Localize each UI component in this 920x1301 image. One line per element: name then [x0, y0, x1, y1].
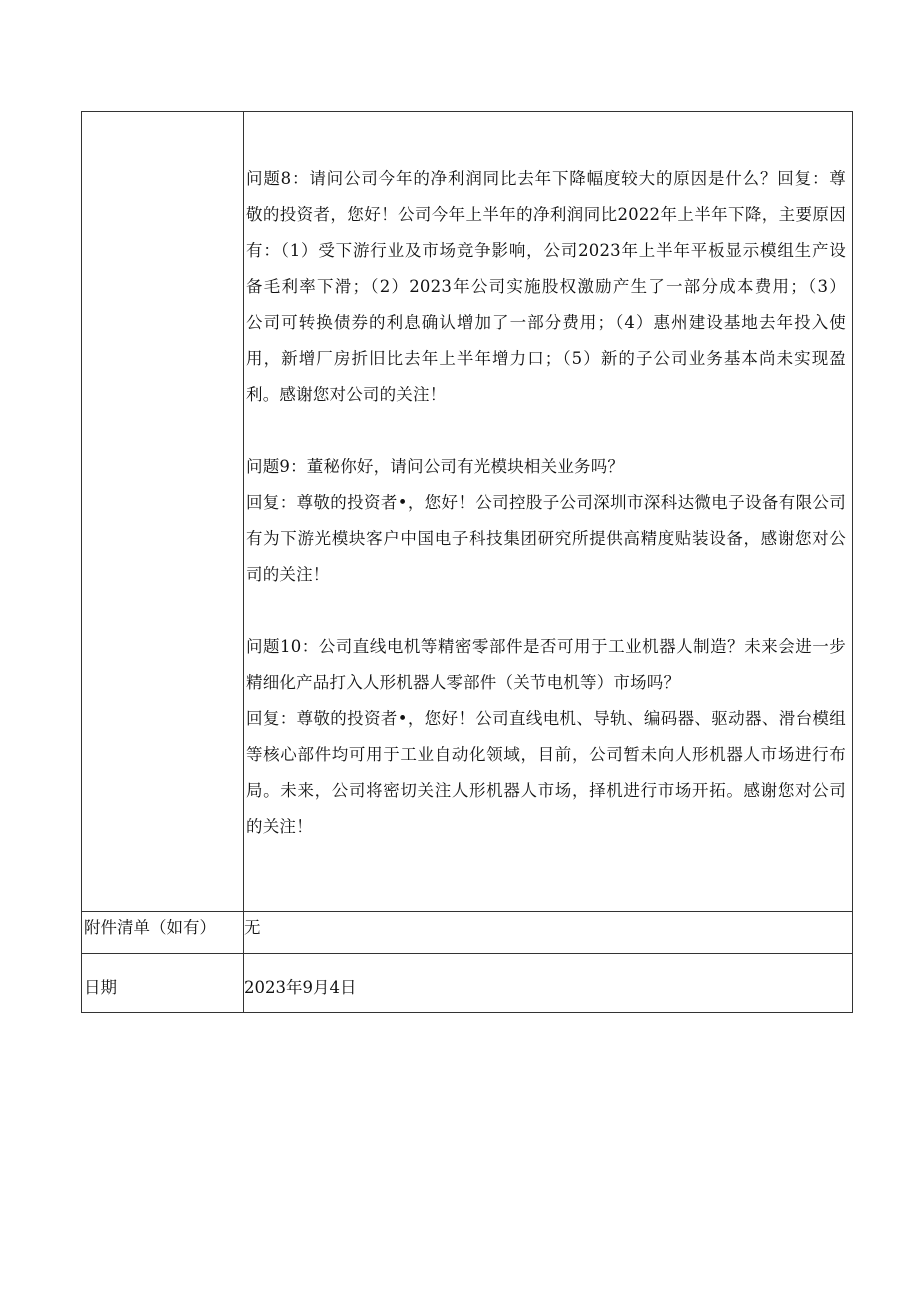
qa-item-8: [246, 161, 846, 413]
date-label: 日期: [84, 978, 117, 997]
text-line: 有为下游光模块客户中国电子科技集团研究所提供高精度贴装设备，感谢您对公: [246, 529, 846, 548]
text-line: 有：（1）受下游行业及市场竞争影响，公司2023年上半年平板显示模组生产设: [246, 241, 846, 260]
qa-item-9: [246, 449, 846, 593]
text-line: 问题10：公司直线电机等精密零部件是否可用于工业机器人制造？未来会进一步: [246, 637, 846, 656]
text-line: 公司可转换债券的利息确认增加了一部分费用；（4）惠州建设基地去年投入使: [246, 313, 846, 332]
text-line: 司的关注！: [246, 565, 330, 584]
attachment-value: 无: [244, 918, 261, 937]
date-row: [82, 953, 852, 1012]
text-line: 问题9：董秘你好，请问公司有光模块相关业务吗？: [246, 457, 625, 476]
record-table: [81, 111, 853, 1013]
text-line: 问题8：请问公司今年的净利润同比去年下降幅度较大的原因是什么？回复：尊: [246, 169, 846, 188]
attachment-row: [82, 911, 852, 953]
qa-content: [246, 161, 846, 845]
text-line: 回复：尊敬的投资者•，您好！公司控股子公司深圳市深科达微电子设备有限公司: [246, 493, 846, 512]
text-line: 用，新增厂房折旧比去年上半年增力口；（5）新的子公司业务基本尚未实现盈: [246, 349, 846, 368]
text-line: 敬的投资者，您好！公司今年上半年的净利润同比2022年上半年下降，主要原因: [246, 205, 846, 224]
text-line: 等核心部件均可用于工业自动化领域，目前，公司暂未向人形机器人市场进行布: [246, 745, 846, 764]
text-line: 回复：尊敬的投资者•，您好！公司直线电机、导轨、编码器、驱动器、滑台模组: [246, 709, 846, 728]
text-line: 的关注！: [246, 817, 313, 836]
content-row: [82, 112, 852, 911]
content-label-cell: [82, 112, 242, 911]
text-line: 局。未来，公司将密切关注人形机器人市场，择机进行市场开拓。感谢您对公司: [246, 781, 846, 800]
date-value: 2023年9月4日: [244, 978, 357, 997]
text-line: 精细化产品打入人形机器人零部件（关节电机等）市场吗？: [246, 673, 681, 692]
attachment-label: 附件清单（如有）: [84, 918, 216, 937]
text-line: 利。感谢您对公司的关注！: [246, 385, 447, 404]
qa-item-10: [246, 629, 846, 845]
text-line: 备毛利率下滑；（2）2023年公司实施股权激励产生了一部分成本费用；（3）: [246, 277, 846, 296]
